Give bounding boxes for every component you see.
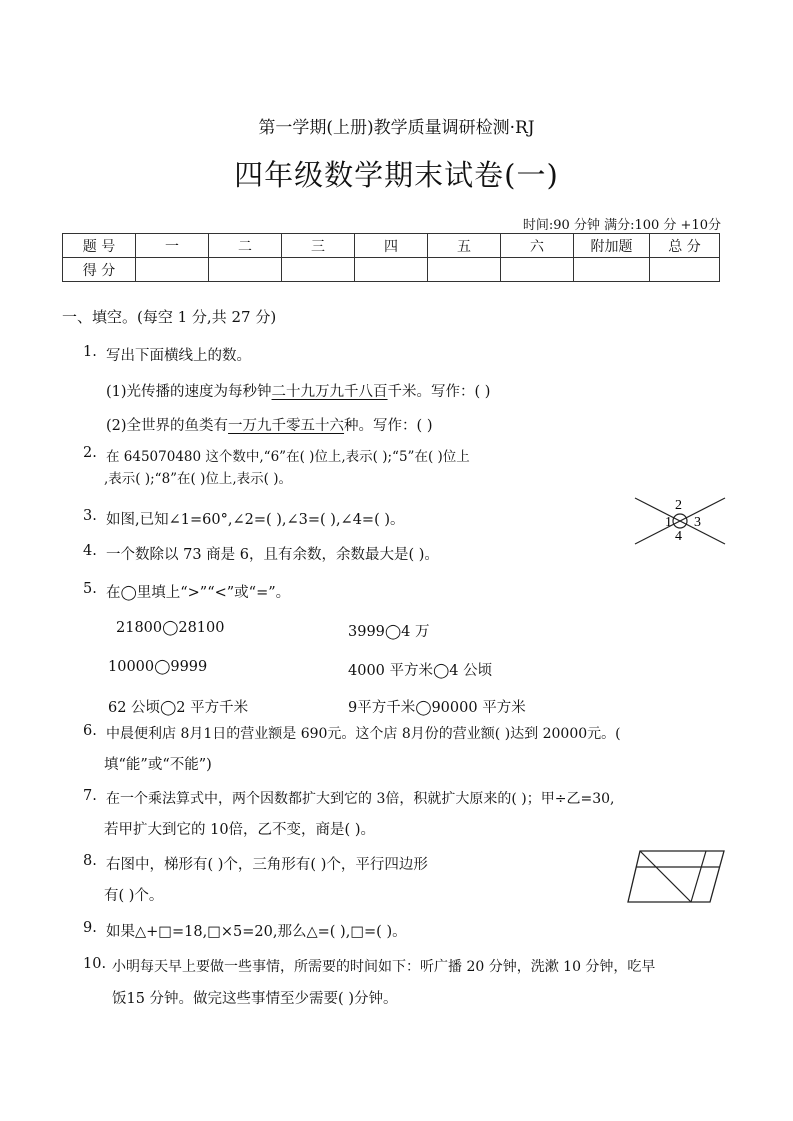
score-cell[interactable] bbox=[650, 258, 720, 282]
angle-label-1: 1 bbox=[665, 515, 672, 530]
question-text: 如果△+□=18,□×5=20,那么△=( ),□=( )。 bbox=[106, 924, 407, 940]
question-text: 在◯里填上“>”“<”或“=”。 bbox=[106, 585, 291, 601]
question-number: 2. bbox=[83, 445, 97, 461]
score-header-cell: 五 bbox=[428, 234, 501, 258]
underlined-number-words: 二十九万九千八百 bbox=[271, 384, 388, 400]
question-number: 9. bbox=[83, 920, 97, 936]
subitem-text: (2)全世界的鱼类有 bbox=[106, 418, 229, 434]
compare-item: 10000◯9999 bbox=[108, 659, 208, 675]
score-cell[interactable] bbox=[574, 258, 650, 282]
diagonal-segment bbox=[640, 851, 691, 902]
score-header-cell: 四 bbox=[355, 234, 428, 258]
question-text-cont: 若甲扩大到它的 10倍，乙不变，商是( )。 bbox=[104, 822, 375, 838]
exam-title: 四年级数学期末试卷(一) bbox=[234, 158, 559, 192]
question-number: 7. bbox=[83, 788, 97, 804]
exam-subtitle: 第一学期(上册)教学质量调研检测·RJ bbox=[258, 118, 535, 138]
time-info: 时间:90 分钟 满分:100 分 +10分 bbox=[522, 218, 721, 233]
question-text: 如图,已知∠1=60°,∠2=( ),∠3=( ),∠4=( )。 bbox=[106, 512, 405, 528]
angle-label-2: 2 bbox=[675, 498, 682, 513]
question-text-cont: 饭15 分钟。做完这些事情至少需要( )分钟。 bbox=[112, 991, 398, 1007]
score-cell[interactable] bbox=[428, 258, 501, 282]
angle-label-3: 3 bbox=[694, 515, 701, 530]
underlined-number-words: 一万九千零五十六 bbox=[228, 418, 345, 434]
question-text: 写出下面横线上的数。 bbox=[106, 348, 251, 364]
compare-item: 9平方千米◯90000 平方米 bbox=[348, 700, 526, 716]
score-cell[interactable] bbox=[355, 258, 428, 282]
question-number: 6. bbox=[83, 723, 97, 739]
score-header-cell: 一 bbox=[136, 234, 209, 258]
compare-item: 4000 平方米◯4 公顷 bbox=[348, 663, 493, 679]
score-cell[interactable] bbox=[282, 258, 355, 282]
angle-label-4: 4 bbox=[675, 529, 682, 544]
question-text: 在 645070480 这个数中,“6”在( )位上,表示( );“5”在( )位上 bbox=[106, 449, 470, 465]
subitem-answer: 千米。写作：( ) bbox=[387, 384, 491, 400]
score-cell[interactable] bbox=[136, 258, 209, 282]
question-subitem bbox=[106, 414, 432, 435]
score-header-cell: 二 bbox=[209, 234, 282, 258]
score-table-score-row bbox=[63, 258, 720, 282]
score-header-cell: 题 号 bbox=[63, 234, 136, 258]
question-text-cont: ,表示( );“8”在( )位上,表示( )。 bbox=[104, 471, 292, 487]
compare-item: 21800◯28100 bbox=[116, 620, 225, 636]
score-header-cell: 三 bbox=[282, 234, 355, 258]
subitem-answer: 种。写作：( ) bbox=[344, 418, 433, 434]
question-number: 10. bbox=[83, 956, 107, 972]
question-number: 3. bbox=[83, 508, 97, 524]
score-header-cell: 六 bbox=[501, 234, 574, 258]
parallelogram-outline bbox=[628, 851, 724, 902]
question-text: 一个数除以 73 商是 6，且有余数，余数最大是( )。 bbox=[106, 547, 439, 563]
question-text-cont: 有( )个。 bbox=[104, 888, 164, 904]
question-number: 1. bbox=[83, 344, 97, 360]
question-text: 中晨便利店 8月1日的营业额是 690元。这个店 8月份的营业额( )达到 20000元。( bbox=[106, 726, 621, 742]
score-cell[interactable] bbox=[501, 258, 574, 282]
score-row-label: 得 分 bbox=[63, 258, 136, 282]
question-text: 小明每天早上要做一些事情，所需要的时间如下：听广播 20 分钟，洗漱 10 分钟，吃早 bbox=[112, 959, 656, 975]
slant-segment bbox=[691, 851, 706, 902]
parallelogram-figure bbox=[626, 848, 728, 906]
compare-item: 3999◯4 万 bbox=[348, 624, 430, 640]
score-header-cell: 附加题 bbox=[574, 234, 650, 258]
question-subitem bbox=[106, 380, 490, 401]
question-number: 4. bbox=[83, 543, 97, 559]
angle-figure bbox=[630, 492, 730, 548]
question-number: 8. bbox=[83, 853, 97, 869]
score-header-cell: 总 分 bbox=[650, 234, 720, 258]
section-heading: 一、填空。(每空 1 分,共 27 分) bbox=[62, 308, 277, 326]
question-text: 在一个乘法算式中，两个因数都扩大到它的 3倍，积就扩大原来的( )；甲÷乙=30, bbox=[106, 791, 615, 807]
compare-item: 62 公顷◯2 平方千米 bbox=[108, 700, 249, 716]
subitem-text: (1)光传播的速度为每秒钟 bbox=[106, 384, 272, 400]
question-text: 右图中，梯形有( )个，三角形有( )个，平行四边形 bbox=[106, 857, 428, 873]
question-text-cont: 填“能”或“不能”) bbox=[104, 757, 212, 773]
score-table bbox=[62, 233, 720, 282]
score-cell[interactable] bbox=[209, 258, 282, 282]
question-number: 5. bbox=[83, 581, 97, 597]
score-table-header-row bbox=[63, 234, 720, 258]
